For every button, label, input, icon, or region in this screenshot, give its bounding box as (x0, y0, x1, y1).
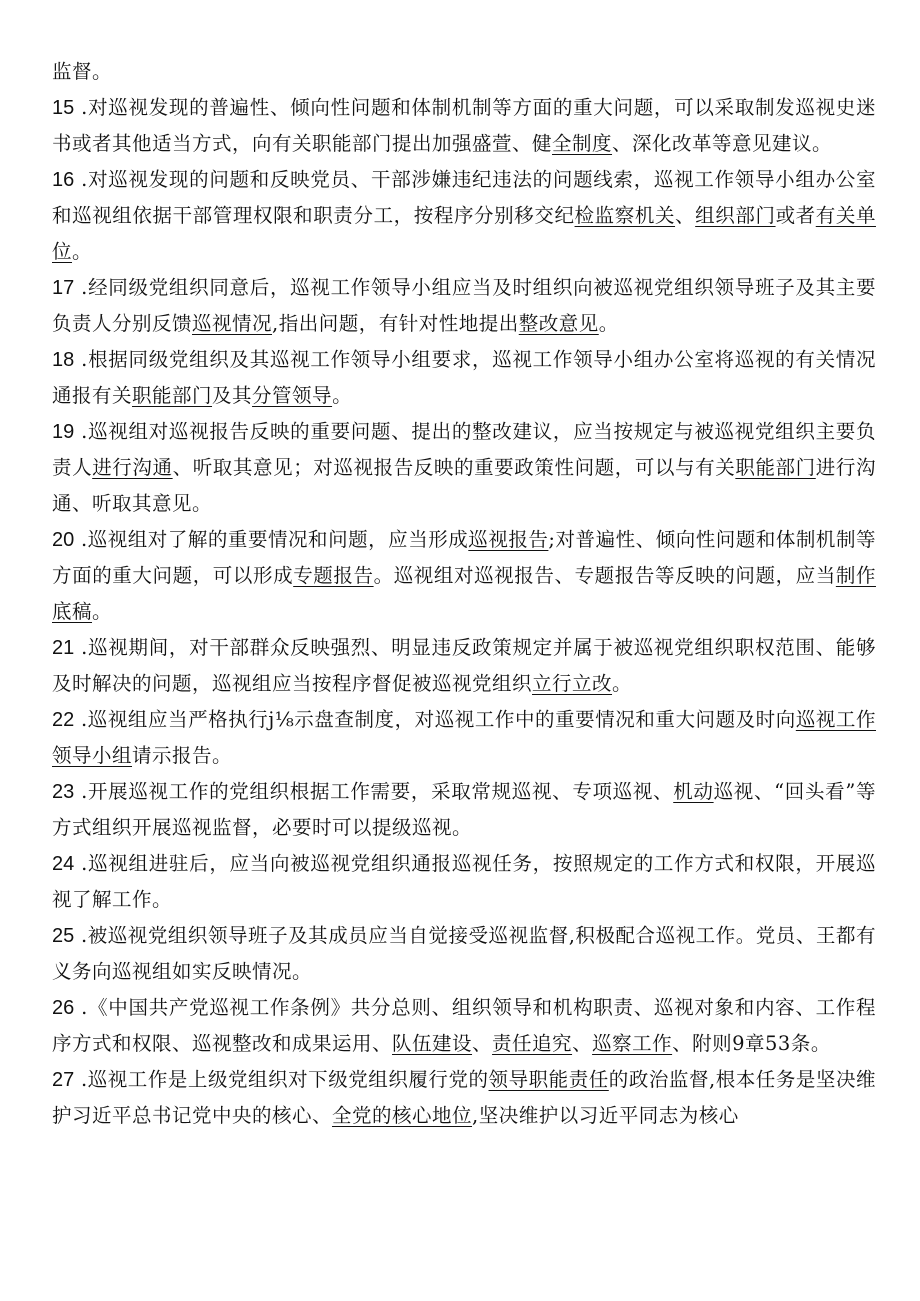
item-paragraph-25 (52, 918, 876, 990)
underlined-answer: 全制度 (552, 132, 613, 155)
item-number: 20 (52, 529, 75, 551)
item-text: ,坚决维护以习近平同志为核心 (472, 1104, 739, 1127)
underlined-answer: 巡察工作 (592, 1032, 673, 1055)
item-number: 16 (52, 169, 75, 191)
item-number: 22 (52, 709, 75, 731)
item-text: 、 (675, 204, 696, 227)
item-number: 27 (52, 1069, 75, 1091)
item-text: 及其 (212, 384, 253, 407)
intro-paragraph (52, 54, 876, 90)
underlined-answer: 责任追究 (492, 1032, 573, 1055)
underlined-answer: 队伍建设 (392, 1032, 473, 1055)
item-number: 25 (52, 925, 75, 947)
item-text: .根据同级党组织及其巡视工作领导小组要求，巡视工作领导小组办公室将巡视的有关情况通报有关 (52, 348, 876, 407)
item-text: 、听取其意见；对巡视报告反映的重要政策性问题，可以与有关 (172, 456, 736, 479)
underlined-answer: 组织部门 (695, 204, 776, 227)
underlined-answer: 有关单位 (52, 204, 876, 263)
underlined-answer: 进行沟通 (92, 456, 173, 479)
item-text: 。 (332, 384, 353, 407)
item-paragraph-17 (52, 270, 876, 342)
item-paragraph-15 (52, 90, 876, 162)
item-text: 、附则9章53条。 (672, 1032, 831, 1055)
item-text: 的政治监督,根本任务是坚决维护习近平总书记党中央的核心、 (52, 1068, 876, 1127)
item-text: 进行沟通、听取其意见。 (52, 456, 876, 515)
item-paragraph-19 (52, 414, 876, 522)
item-paragraph-27 (52, 1062, 876, 1134)
item-text: .《中国共产党巡视工作条例》共分总则、组织领导和机构职责、巡视对象和内容、工作程序方式和权限、巡视整改和成果运用、 (52, 996, 876, 1055)
item-text: ,指出问题，有针对性地提出 (272, 312, 519, 335)
item-number: 17 (52, 277, 75, 299)
item-text: .巡视组对巡视报告反映的重要问题、提出的整改建议，应当按规定与被巡视党组织主要负责人 (52, 420, 876, 479)
underlined-answer: 全党的核心地位 (332, 1104, 473, 1127)
item-text: .巡视工作是上级党组织对下级党组织履行党的 (74, 1068, 489, 1091)
item-number: 23 (52, 781, 75, 803)
item-number: 18 (52, 349, 75, 371)
underlined-answer: 巡视工作领导小组 (52, 708, 876, 767)
item-number: 24 (52, 853, 75, 875)
item-text: .被巡视党组织领导班子及其成员应当自觉接受巡视监督,积极配合巡视工作。党员、王都有义务向巡视组如实反映情况。 (52, 924, 876, 983)
item-text: .巡视期间，对干部群众反映强烈、明显违反政策规定并属于被巡视党组织职权范围、能够及时解决的问题，巡视组应当按程序督促被巡视党组织 (52, 636, 876, 695)
item-number: 19 (52, 421, 75, 443)
item-text: 或者 (775, 204, 816, 227)
item-text: 、 (472, 1032, 493, 1055)
item-number: 21 (52, 637, 75, 659)
item-text: .对巡视发现的普遍性、倾向性问题和体制机制等方面的重大问题，可以采取制发巡视史迷书或者其他适当方式，向有关职能部门提出加强盛萱、健 (52, 96, 876, 155)
item-paragraph-22 (52, 702, 876, 774)
intro-text: 监督。 (52, 60, 113, 83)
underlined-answer: 制作底稿 (52, 564, 876, 623)
item-text: .对巡视发现的问题和反映党员、干部涉嫌违纪违法的问题线索，巡视工作领导小组办公室和巡视组依据干部管理权限和职责分工，按程序分别移交纪 (52, 168, 876, 227)
item-text: 。 (92, 600, 113, 623)
underlined-answer: 巡视报告 (468, 528, 549, 551)
underlined-answer: 立行立改 (532, 672, 613, 695)
item-text: 。巡视组对巡视报告、专题报告等反映的问题，应当 (373, 564, 836, 587)
item-text: .开展巡视工作的党组织根据工作需要，采取常规巡视、专项巡视、 (74, 780, 674, 803)
item-paragraph-18 (52, 342, 876, 414)
item-text: 。 (612, 672, 633, 695)
item-text: 。 (598, 312, 619, 335)
underlined-answer: 专题报告 (293, 564, 374, 587)
item-paragraph-23 (52, 774, 876, 846)
underlined-answer: 检监察机关 (574, 204, 676, 227)
underlined-answer: 职能部门 (132, 384, 213, 407)
underlined-answer: 巡视情况 (192, 312, 273, 335)
item-text: ;对普遍性、倾向性问题和体制机制等方面的重大问题，可以形成 (52, 528, 876, 587)
numbered-items (52, 90, 876, 1134)
item-text: .巡视组应当严格执行j⅛示盘查制度，对巡视工作中的重要情况和重大问题及时向 (74, 708, 796, 731)
underlined-answer: 分管领导 (252, 384, 333, 407)
underlined-answer: 领导职能责任 (488, 1068, 609, 1091)
item-text: .经同级党组织同意后，巡视工作领导小组应当及时组织向被巡视党组织领导班子及其主要负责人分别反馈 (52, 276, 876, 335)
item-text: 请示报告。 (132, 744, 233, 767)
item-text: .巡视组对了解的重要情况和问题，应当形成 (74, 528, 469, 551)
item-text: 、深化改革等意见建议。 (612, 132, 833, 155)
item-text: .巡视组进驻后，应当向被巡视党组织通报巡视任务，按照规定的工作方式和权限，开展巡视了解工作。 (52, 852, 876, 911)
item-paragraph-26 (52, 990, 876, 1062)
item-number: 26 (52, 997, 75, 1019)
item-paragraph-24 (52, 846, 876, 918)
item-number: 15 (52, 97, 75, 119)
item-paragraph-16 (52, 162, 876, 270)
item-text: 巡视、“回头看”等方式组织开展巡视监督，必要时可以提级巡视。 (52, 780, 876, 839)
underlined-answer: 机动 (673, 780, 714, 803)
item-paragraph-20 (52, 522, 876, 630)
item-paragraph-21 (52, 630, 876, 702)
item-text: 、 (572, 1032, 593, 1055)
underlined-answer: 职能部门 (735, 456, 816, 479)
item-text: 。 (72, 240, 93, 263)
underlined-answer: 整改意见 (518, 312, 599, 335)
